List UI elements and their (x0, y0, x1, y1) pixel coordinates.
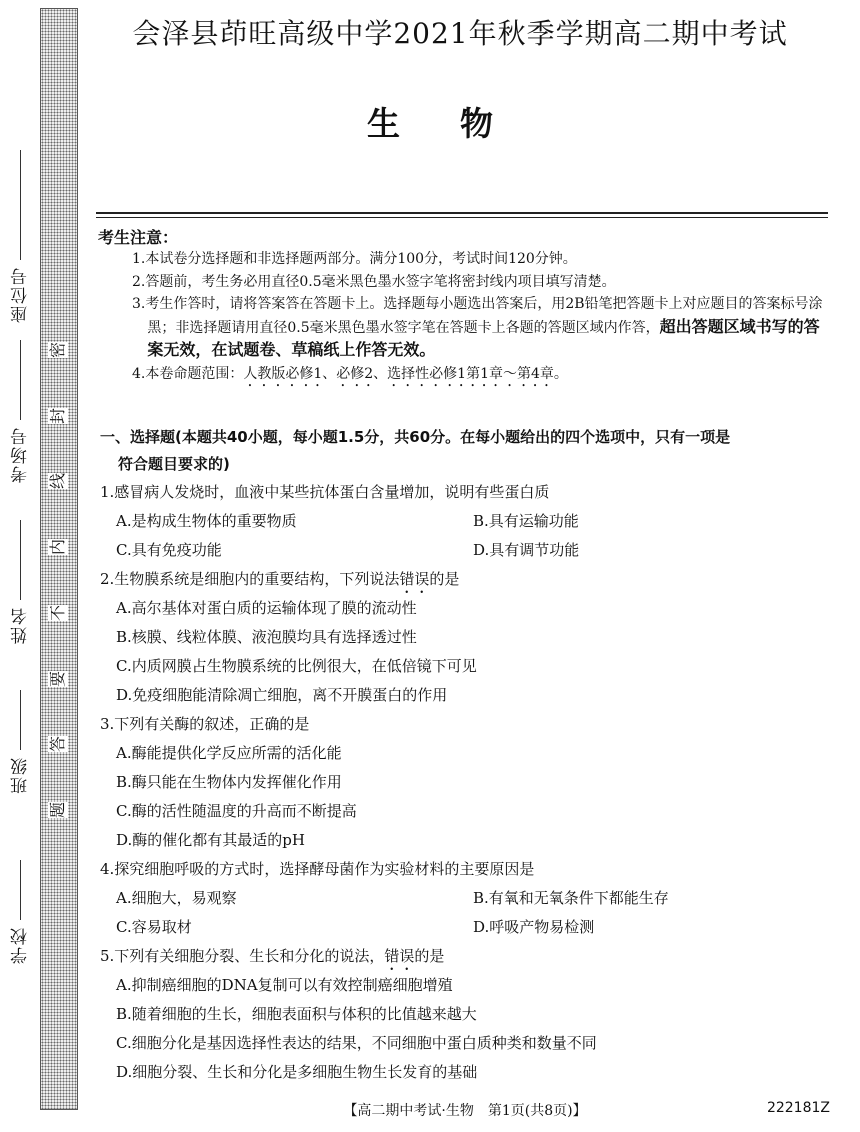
notice-text: 。 (553, 365, 568, 382)
option-d: D.细胞分裂、生长和分化是多细胞生物生长发育的基础 (116, 1063, 478, 1081)
option-c: C.内质网膜占生物膜系统的比例很大，在低倍镜下可见 (116, 657, 477, 675)
stem-emphasis: 错误 (384, 947, 415, 965)
option-b: B.随着细胞的生长，细胞表面积与体积的比值越来越大 (116, 1005, 477, 1023)
option-d: D.呼吸产物易检测 (473, 918, 595, 936)
option-b: B.具有运输功能 (473, 512, 579, 530)
option-c: C.具有免疫功能 (116, 541, 222, 559)
binding-strip (40, 8, 78, 1110)
notice-scope: 人教版必修1、必修2、选择性必修1第1章～第4章 (243, 365, 554, 382)
name-label: 姓名 (10, 606, 31, 644)
stem-text: 的是 (414, 947, 445, 965)
school-field[interactable] (8, 860, 32, 964)
header-divider-thin (96, 217, 828, 218)
fill-line (20, 520, 21, 600)
seal-word: 不 (47, 604, 67, 621)
seal-word: 线 (47, 473, 67, 490)
notice-heading: 考生注意： (98, 228, 179, 247)
footer-code: 222181Z (766, 1100, 830, 1116)
stem-text: 2.生物膜系统是细胞内的重要结构，下列说法 (100, 570, 400, 588)
question-5 (100, 942, 830, 1087)
question-list (100, 478, 830, 1087)
option-c: C.容易取材 (116, 918, 192, 936)
stem-text: 的是 (429, 570, 460, 588)
section-heading-line: 符合题目要求的) (118, 455, 230, 473)
question-stem (100, 565, 830, 594)
question-3 (100, 710, 830, 855)
stem-text: 5.下列有关细胞分裂、生长和分化的说法， (100, 947, 385, 965)
option-b: B.酶只能在生物体内发挥催化作用 (116, 773, 342, 791)
exam-title: 会泽县茚旺高级中学2021年秋季学期高二期中考试 (132, 17, 788, 50)
name-field[interactable] (8, 520, 32, 644)
notice-list (132, 248, 828, 390)
subject-title: 生物 (367, 104, 553, 143)
seat-number-label: 座位号 (10, 266, 31, 323)
seal-word: 密 (47, 341, 67, 359)
question-2 (100, 565, 830, 710)
option-d: D.酶的催化都有其最适的pH (116, 831, 305, 849)
section-heading (100, 424, 830, 478)
fill-line (20, 690, 21, 750)
header-divider (96, 212, 828, 214)
question-1 (100, 478, 830, 565)
option-a: A.细胞大，易观察 (116, 889, 237, 907)
option-row (100, 884, 830, 913)
option-b: B.核膜、线粒体膜、液泡膜均具有选择透过性 (116, 628, 417, 646)
question-stem: 4.探究细胞呼吸的方式时，选择酵母菌作为实验材料的主要原因是 (100, 860, 535, 878)
notice-item: 1.本试卷分选择题和非选择题两部分。满分100分，考试时间120分钟。 (132, 251, 577, 267)
question-stem: 1.感冒病人发烧时，血液中某些抗体蛋白含量增加，说明有些蛋白质 (100, 483, 550, 501)
notice-item (132, 293, 828, 363)
fill-line (20, 340, 21, 420)
option-a: A.酶能提供化学反应所需的活化能 (116, 744, 342, 762)
option-c: C.细胞分化是基因选择性表达的结果，不同细胞中蛋白质种类和数量不同 (116, 1034, 597, 1052)
exam-room-label: 考场号 (10, 426, 31, 483)
option-c: C.酶的活性随温度的升高而不断提高 (116, 802, 357, 820)
seal-word: 内 (47, 539, 67, 556)
option-a: A.是构成生物体的重要物质 (116, 512, 297, 530)
option-row (100, 507, 830, 536)
school-label: 学校 (10, 926, 31, 964)
notice-bold-warning: 超出答题区域书写的答案无效，在试题卷、草稿纸上作答无效。 (147, 316, 820, 359)
seat-number-field[interactable] (8, 150, 32, 323)
question-stem: 3.下列有关酶的叙述，正确的是 (100, 715, 310, 733)
option-d: D.免疫细胞能清除凋亡细胞，离不开膜蛋白的作用 (116, 686, 448, 704)
seal-word: 要 (47, 670, 67, 687)
option-row (100, 913, 830, 942)
option-d: D.具有调节功能 (473, 541, 580, 559)
seal-word: 答 (47, 736, 67, 753)
class-label: 班级 (10, 756, 31, 794)
option-row (100, 536, 830, 565)
option-b: B.有氧和无氧条件下都能生存 (473, 889, 669, 907)
stem-emphasis: 错误 (399, 570, 430, 588)
seal-word: 封 (47, 407, 67, 424)
seal-word: 题 (47, 801, 67, 818)
page-footer (100, 1100, 830, 1122)
notice-text: 4.本卷命题范围： (132, 365, 244, 382)
exam-room-field[interactable] (8, 340, 32, 483)
question-stem (100, 942, 830, 971)
notice-text: 3.考生作答时，请将答案答在答题卡上。选择题每小题选出答案后，用2B铅笔把答题卡上对应题目的答案标号涂黑；非选择题请用直径0.5毫米黑色墨水签字笔在答题卡上各题的答题区域内作答， (132, 296, 823, 336)
footer-label: 【高二期中考试·生物 第1页(共8页)】 (343, 1103, 587, 1119)
fill-line (20, 150, 21, 260)
notice-item (132, 363, 828, 390)
notice-item: 2.答题前，考生务必用直径0.5毫米黑色墨水签字笔将密封线内项目填写清楚。 (132, 273, 616, 290)
question-4 (100, 855, 830, 942)
option-a: A.抑制癌细胞的DNA复制可以有效控制癌细胞增殖 (116, 976, 453, 994)
fill-line (20, 860, 21, 920)
section-heading-line: 一、选择题(本题共40小题，每小题1.5分，共60分。在每小题给出的四个选项中，只有一项是 (100, 428, 731, 446)
class-field[interactable] (8, 690, 32, 794)
option-a: A.高尔基体对蛋白质的运输体现了膜的流动性 (116, 599, 417, 617)
